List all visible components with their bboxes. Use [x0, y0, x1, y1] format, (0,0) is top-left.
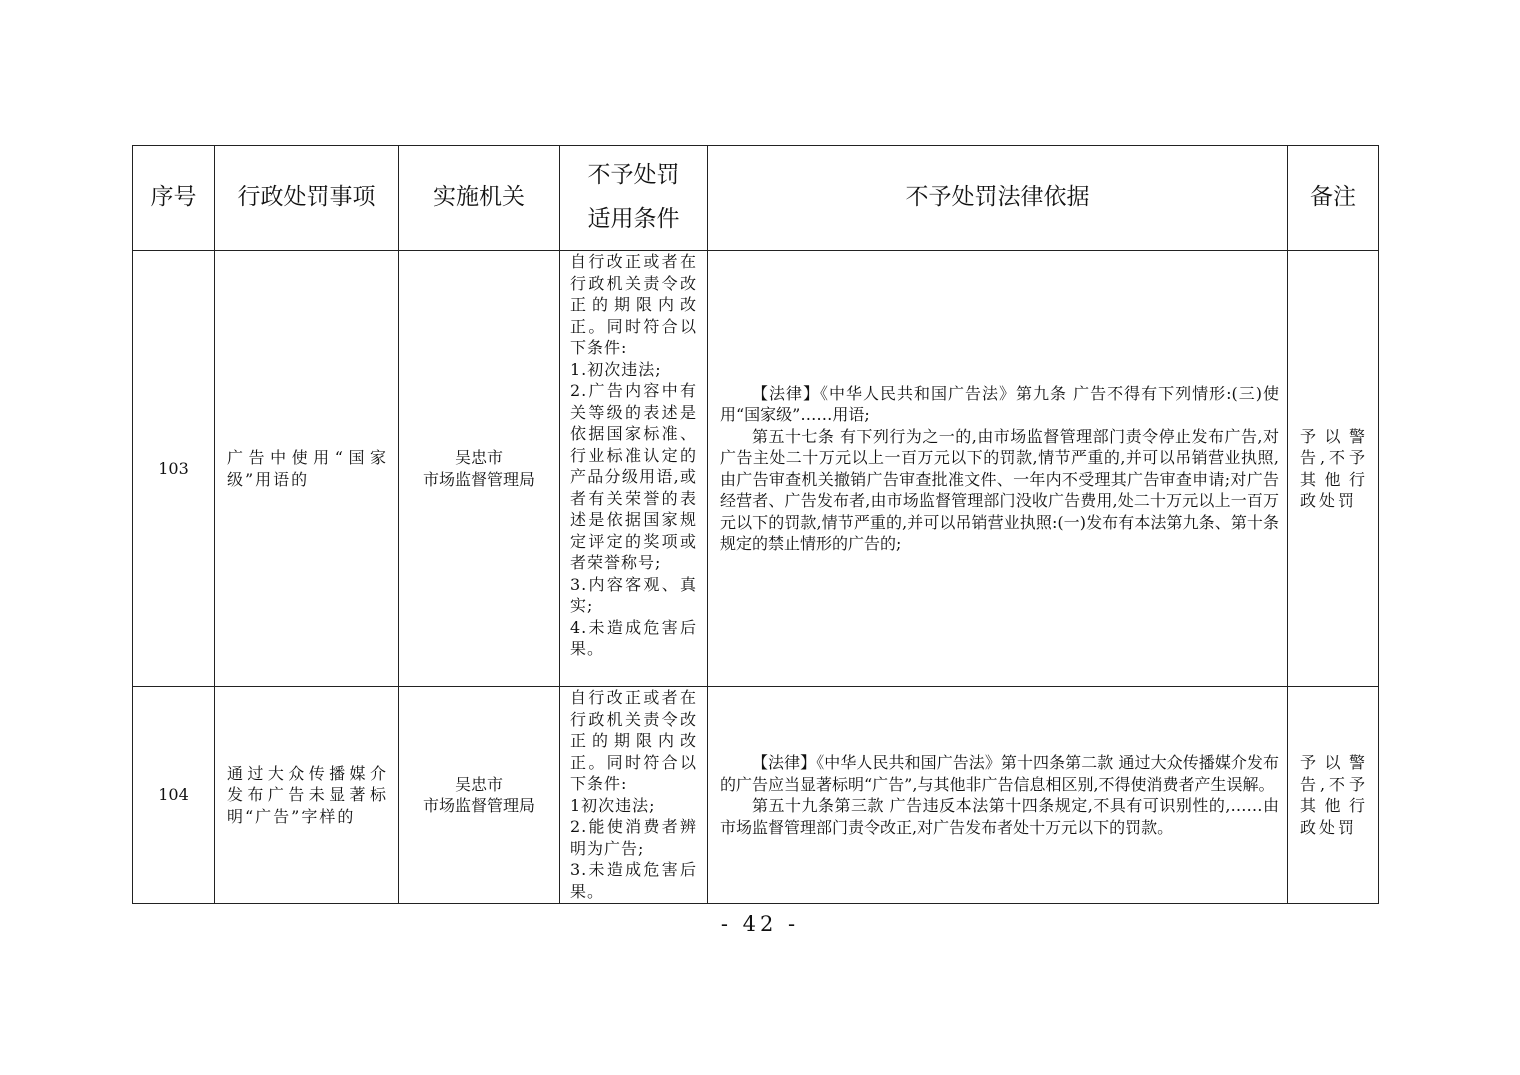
basis-paragraph: 第五十九条第三款 广告违反本法第十四条规定,不具有可识别性的,……由市场监督管理部门责令改正,对广告发布者处十万元以下的罚款。 — [720, 796, 1279, 837]
header-basis: 不予处罚法律依据 — [708, 146, 1288, 251]
header-row — [133, 146, 1379, 251]
condition-text: 自行改正或者在行政机关责令改正的期限内改正。同时符合以下条件: — [570, 252, 697, 357]
row-note: 予以警告,不予其他行政处罚 — [1288, 687, 1379, 904]
row-num: 103 — [133, 251, 215, 687]
row-item: 广告中使用“国家级”用语的 — [215, 251, 399, 687]
condition-text: 1.初次违法; — [570, 359, 662, 379]
header-conditions-line1: 不予处罚 — [587, 162, 680, 189]
page-number: - 42 - — [720, 912, 800, 936]
table-body — [133, 251, 1379, 904]
row-agency — [399, 251, 560, 687]
condition-text: 自行改正或者在行政机关责令改正的期限内改正。同时符合以下条件: — [570, 688, 697, 793]
agency-line1: 吴忠市 — [454, 774, 503, 794]
agency-line2: 市场监督管理局 — [422, 469, 535, 489]
condition-text: 3.未造成危害后果。 — [570, 860, 697, 901]
table-header — [133, 146, 1379, 251]
header-num: 序号 — [133, 146, 215, 251]
condition-text: 4.未造成危害后果。 — [570, 617, 697, 658]
table-row — [133, 251, 1379, 687]
header-agency: 实施机关 — [399, 146, 560, 251]
header-item: 行政处罚事项 — [215, 146, 399, 251]
condition-text: 2.能使消费者辨明为广告; — [570, 817, 697, 858]
basis-paragraph: 【法律】《中华人民共和国广告法》第十四条第二款 通过大众传播媒介发布的广告应当显著标明“广告”,与其他非广告信息相区别,不得使消费者产生误解。 — [720, 753, 1279, 794]
row-item: 通过大众传播媒介发布广告未显著标明“广告”字样的 — [215, 687, 399, 904]
row-basis — [708, 251, 1288, 687]
table-row — [133, 687, 1379, 904]
row-conditions — [560, 251, 708, 687]
header-note: 备注 — [1288, 146, 1379, 251]
condition-text: 1初次违法; — [570, 795, 656, 815]
row-basis — [708, 687, 1288, 904]
header-conditions — [560, 146, 708, 251]
row-num: 104 — [133, 687, 215, 904]
agency-line1: 吴忠市 — [454, 448, 503, 467]
header-conditions-line2: 适用条件 — [587, 206, 680, 232]
basis-paragraph: 第五十七条 有下列行为之一的,由市场监督管理部门责令停止发布广告,对广告主处二十万元以上一百万元以下的罚款,情节严重的,并可以吊销营业执照,由广告审查机关撤销广告审查批准文件、一年内不受理其广告审查申请;对广告经营者、广告发布者,由市场监督管理部门没收广告费用,处二十万元以上一百万元以下的罚款,情节严重的,并可以吊销营业执照:(一)发布有本法第九条、第十条规定的禁止情形的广告的; — [720, 426, 1279, 553]
penalty-table — [132, 145, 1379, 904]
row-conditions — [560, 687, 708, 904]
row-agency — [399, 687, 560, 904]
basis-paragraph: 【法律】《中华人民共和国广告法》第九条 广告不得有下列情形:(三)使用“国家级”……用语; — [720, 383, 1279, 424]
agency-line2: 市场监督管理局 — [422, 796, 535, 815]
condition-text: 3.内容客观、真实; — [570, 574, 697, 615]
row-note: 予以警告,不予其他行政处罚 — [1288, 251, 1379, 687]
condition-text: 2.广告内容中有关等级的表述是依据国家标准、行业标准认定的产品分级用语,或者有关荣誉的表述是依据国家规定评定的奖项或者荣誉称号; — [570, 381, 697, 572]
